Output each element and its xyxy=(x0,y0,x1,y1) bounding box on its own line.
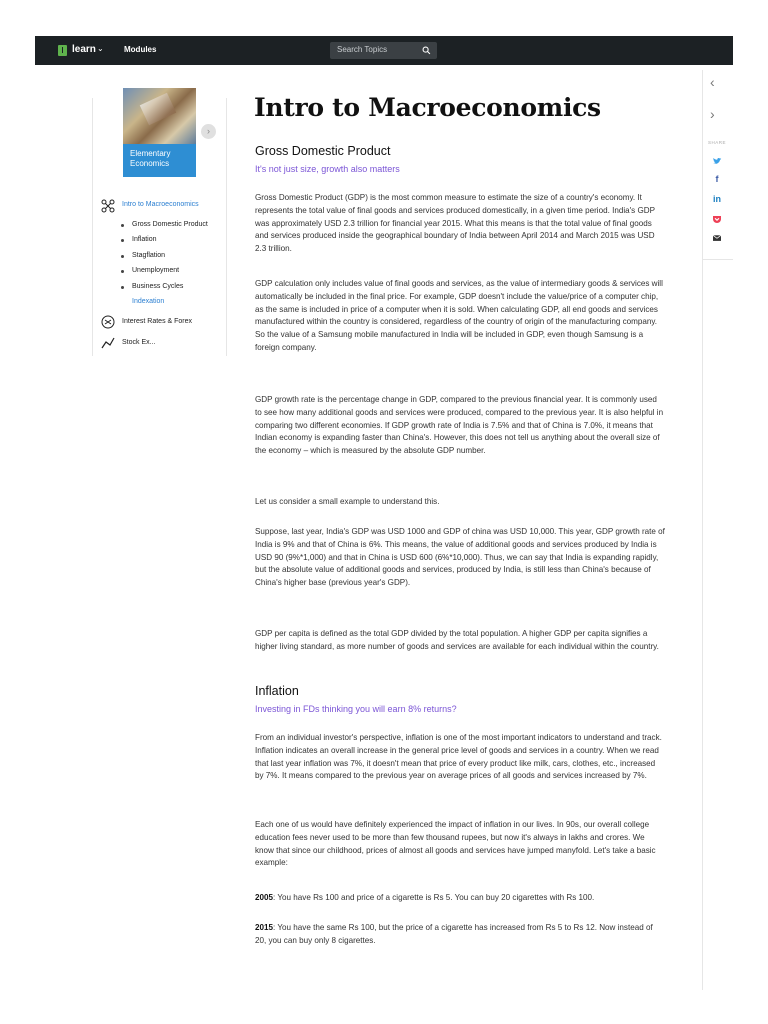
book-title: Elementary Economics xyxy=(130,149,171,168)
paragraph: GDP calculation only includes value of final goods and services, as the value of intermediary goods & services will automatically be included in the final price. For example, GDP doesn't include the value/price of a computer chip, as the same is included in price of a computer when it is sold. When calculating GDP, all end goods and services manufactured within the country is considered, regardless of the country of origin of the manufacturing company. So the value of a Samsung mobile manufactured in India will be included in GDP, even though Samsung is a foreign company. xyxy=(255,279,663,352)
paragraph: GDP growth rate is the percentage change in GDP, compared to the previous financial year. It is commonly used to see how many additional goods and services were produced, compared to the previous year. It is also helpful in comparing two different economies. If GDP growth rate of India is 7.5% and that of China is 7.0%, it means that Indian economy is expanding faster than China's. However, this does not tell us anything about the overall size of the economy – which is measured by the absolute GDP number. xyxy=(255,395,664,456)
modules-link[interactable]: Modules xyxy=(124,45,157,54)
share-column-divider xyxy=(702,70,703,990)
sidebar-topic-indexation[interactable]: Indexation xyxy=(132,298,165,305)
sidebar-topic-gdp[interactable]: Gross Domestic Product xyxy=(132,221,208,228)
share-divider xyxy=(703,259,733,260)
section-heading-inflation: Inflation xyxy=(255,684,299,698)
paragraph: Each one of us would have definitely experienced the impact of inflation in our lives. In 90s, our overall college education fees never used to be more than few thousand rupees, but now it's always in lakhs and crores. We know that since our childhood, prices of almost all goods and services have jumped manyfold. Let's take a basic example: xyxy=(255,820,656,868)
logo-icon[interactable] xyxy=(58,45,67,56)
email-icon[interactable] xyxy=(712,233,722,243)
bullet xyxy=(121,255,124,258)
linkedin-icon[interactable]: in xyxy=(713,194,721,204)
chart-icon xyxy=(101,336,115,350)
example-2005 xyxy=(255,892,665,905)
example-year: 2015 xyxy=(255,923,274,932)
search-placeholder: Search Topics xyxy=(337,45,388,54)
brand-menu[interactable]: learn xyxy=(72,44,96,55)
sidebar-topic-inflation[interactable]: Inflation xyxy=(132,236,157,243)
pocket-icon[interactable] xyxy=(712,214,722,224)
paragraph: Gross Domestic Product (GDP) is the most common measure to estimate the size of a country's economy. It represents the total value of final goods and services produced domestically, in a given time period. India's GDP was approximately USD 2.3 trillion for financial year 2015. What this means is that the total value of final goods and services produced inside the geographical boundary of India between April 2014 and March 2015 was USD 2.3 trillion. xyxy=(255,193,655,254)
bullet xyxy=(121,286,124,289)
section-heading-gdp: Gross Domestic Product xyxy=(255,144,391,158)
book-cover-image xyxy=(123,88,196,144)
sidebar-chapter-interest-rates[interactable]: Interest Rates & Forex xyxy=(122,318,193,325)
sidebar-topic-unemployment[interactable]: Unemployment xyxy=(132,267,180,274)
example-text: : You have Rs 100 and price of a cigarette is Rs 5. You can buy 20 cigarettes with Rs 100. xyxy=(273,893,595,902)
section-subheading-gdp: It's not just size, growth also matters xyxy=(255,164,400,174)
next-book-button[interactable]: › xyxy=(201,124,216,139)
paragraph: Suppose, last year, India's GDP was USD 1000 and GDP of china was USD 10,000. This year, GDP growth rate of India is 9% and that of China is 6%. This means, the value of additional goods and services produced by India is USD 90 (9%*1,000) and that in China is USD 600 (6%*10,000). Thus, we can say that India is expanding rapidly, but the absolute value of additional goods and services, produced by India, is still less than China's because of China's higher base (previous year's GDP). xyxy=(255,527,665,588)
sidebar-topic-stagflation[interactable]: Stagflation xyxy=(132,252,166,259)
sidebar-clip xyxy=(92,336,227,356)
next-arrow-icon[interactable]: › xyxy=(710,106,715,122)
example-year: 2005 xyxy=(255,893,274,902)
top-navbar xyxy=(35,36,733,65)
sidebar-chapter-intro[interactable]: Intro to Macroeconomics xyxy=(122,201,199,208)
page-title: Intro to Macroeconomics xyxy=(254,93,601,122)
prev-arrow-icon[interactable]: ‹ xyxy=(710,74,715,90)
section-subheading-inflation: Investing in FDs thinking you will earn 8% returns? xyxy=(255,704,457,714)
book-cover[interactable] xyxy=(123,88,196,177)
bullet xyxy=(121,224,124,227)
search-input[interactable] xyxy=(330,42,437,59)
exchange-icon xyxy=(101,315,115,329)
sidebar-chapter-stock[interactable]: Stock Ex... xyxy=(122,339,156,346)
example-text: : You have the same Rs 100, but the price of a cigarette has increased from Rs 5 to Rs 12. Now instead of 20, you can buy only 8 cigarettes. xyxy=(255,923,653,945)
search-icon[interactable] xyxy=(422,46,431,55)
example-2015 xyxy=(255,922,665,948)
paragraph: From an individual investor's perspective, inflation is one of the most important indicators to understand and track. Inflation indicates an overall increase in the general price level of goods and services in a country. When we read that last year inflation was 7%, it doesn't mean that price of every product like milk, cars, clothes, etc., increased by 7%. It means compared to the previous year on average prices of all goods and services increased by 7%. xyxy=(255,733,662,781)
paragraph: Let us consider a small example to understand this. xyxy=(255,497,440,506)
twitter-icon[interactable] xyxy=(712,156,722,166)
share-label: SHARE xyxy=(708,140,727,145)
bullet xyxy=(121,270,124,273)
chevron-down-icon[interactable]: ⌄ xyxy=(97,44,104,53)
facebook-icon[interactable]: f xyxy=(715,174,719,184)
sidebar-topic-business-cycles[interactable]: Business Cycles xyxy=(132,283,184,290)
bullet xyxy=(121,239,124,242)
paragraph: GDP per capita is defined as the total GDP divided by the total population. A higher GDP per capita signifies a higher living standard, as more number of goods and services are available for each individual within the country. xyxy=(255,629,659,651)
network-icon xyxy=(101,199,115,213)
